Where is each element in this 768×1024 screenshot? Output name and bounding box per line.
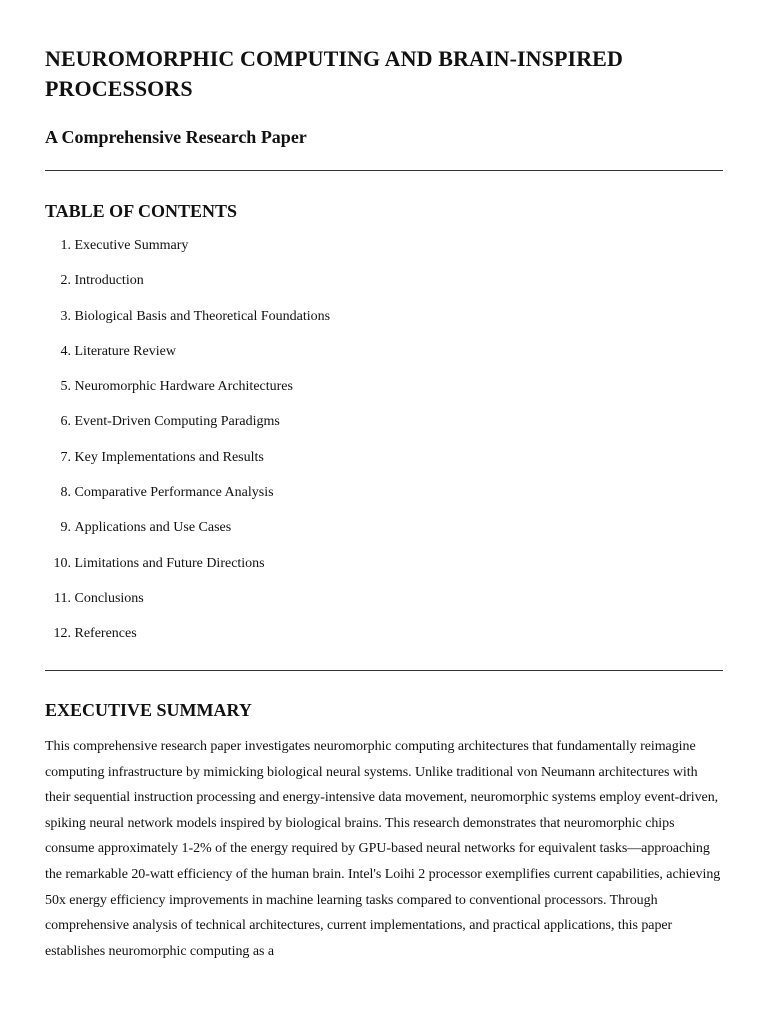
executive-summary-paragraph: This comprehensive research paper investigates neuromorphic computing architectures that fundamentally reimagine computing infrastructure by mimicking biological neural systems. Unlike traditional von Neumann architectures with their sequential instruction processing and energy-intensive data movement, neuromorphic systems employ event-driven, spiking neural network models inspired by biological brains. This research demonstrates that neuromorphic chips consume approximately 1-2% of the energy required by GPU-based neural networks for equivalent tasks—approaching the remarkable 20-watt efficiency of the human brain. Intel's Loihi 2 processor exemplifies current capabilities, achieving 50x energy efficiency improvements in machine learning tasks compared to conventional processors. Through comprehensive analysis of technical architectures, current implementations, and practical applications, this paper establishes neuromorphic computing as a: [45, 739, 721, 959]
toc-item-label: Executive Summary: [74, 238, 189, 253]
toc-item-number: 7.: [60, 449, 71, 465]
toc-heading: TABLE OF CONTENTS: [45, 201, 238, 221]
table-of-contents: [45, 234, 723, 658]
horizontal-divider: [45, 170, 723, 171]
toc-item-label: Conclusions: [74, 590, 144, 606]
toc-item-number: 9.: [60, 520, 71, 536]
executive-summary-heading: EXECUTIVE SUMMARY: [45, 700, 252, 720]
toc-item: [45, 375, 723, 410]
toc-item-label: Key Implementations and Results: [74, 449, 264, 465]
toc-item: [45, 552, 723, 587]
toc-item-number: 1.: [60, 238, 71, 253]
toc-item-number: 11.: [54, 590, 71, 606]
toc-item: [45, 305, 723, 340]
toc-item: [45, 622, 723, 657]
toc-item-number: 3.: [60, 308, 71, 324]
toc-item-label: Limitations and Future Directions: [74, 555, 265, 571]
toc-item-label: Applications and Use Cases: [74, 520, 232, 536]
toc-item-number: 12.: [53, 626, 71, 642]
toc-item-number: 8.: [60, 485, 71, 501]
toc-item: [45, 446, 723, 481]
horizontal-divider: [45, 670, 723, 671]
toc-item: [45, 269, 723, 304]
toc-item-number: 10.: [53, 555, 71, 571]
toc-item-label: Biological Basis and Theoretical Foundations: [74, 308, 331, 324]
toc-item-label: Neuromorphic Hardware Architectures: [74, 379, 293, 395]
toc-item-number: 4.: [60, 343, 71, 359]
document-title: NEUROMORPHIC COMPUTING AND BRAIN-INSPIRED PROCESSORS: [45, 46, 623, 101]
toc-item-label: Comparative Performance Analysis: [74, 485, 274, 501]
toc-item: [45, 587, 723, 622]
toc-item: [45, 516, 723, 551]
toc-item-label: Literature Review: [74, 343, 176, 359]
toc-item: [45, 234, 723, 269]
toc-item-label: Event-Driven Computing Paradigms: [74, 414, 280, 430]
toc-item: [45, 481, 723, 516]
toc-item-number: 2.: [60, 273, 71, 289]
toc-item: [45, 410, 723, 445]
toc-item: [45, 340, 723, 375]
document-subtitle: A Comprehensive Research Paper: [45, 127, 307, 147]
toc-item-number: 6.: [60, 414, 71, 430]
toc-item-label: Introduction: [74, 273, 144, 289]
toc-item-number: 5.: [60, 379, 71, 395]
toc-item-label: References: [74, 626, 137, 642]
